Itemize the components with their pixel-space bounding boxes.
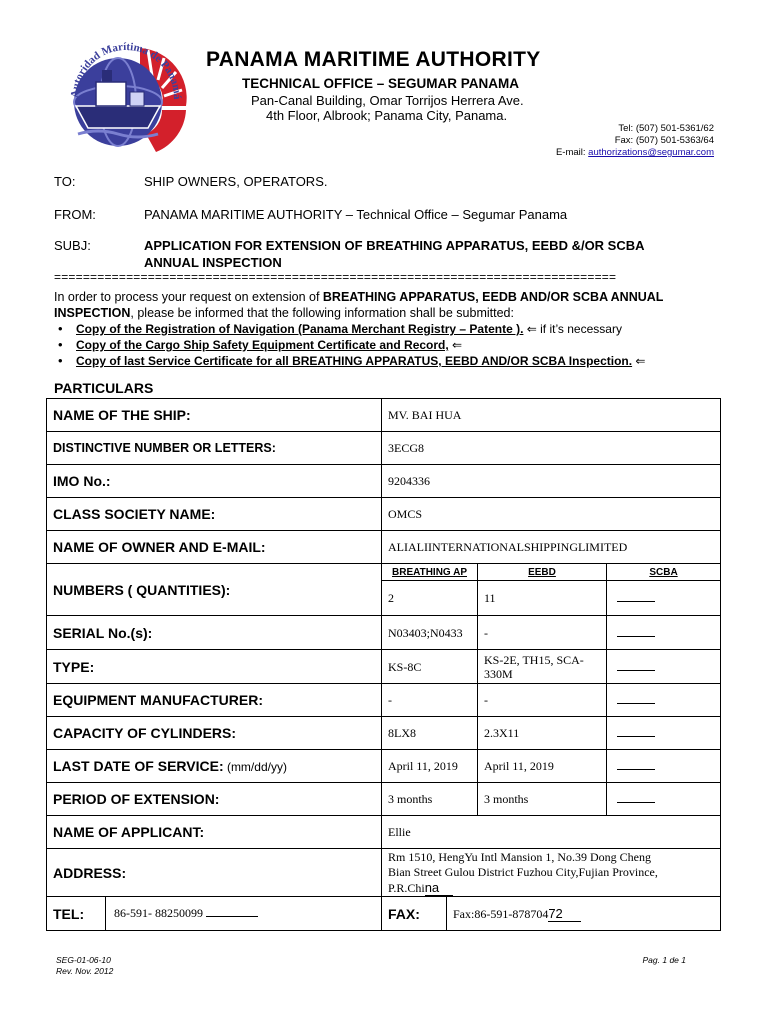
row-owner: [47, 531, 721, 564]
period-eebd-field[interactable]: 3 months: [478, 783, 607, 816]
type-label: TYPE:: [47, 650, 382, 684]
row-numbers-header: [47, 564, 721, 581]
capacity-eebd-field[interactable]: 2.3X11: [478, 717, 607, 750]
ship-name-field[interactable]: MV. BAI HUA: [382, 399, 721, 432]
particulars-table: [46, 398, 721, 931]
manufacturer-scba-field[interactable]: [607, 684, 721, 717]
type-scba-field[interactable]: [607, 650, 721, 684]
serial-breathing-field[interactable]: N03403;N0433: [382, 616, 478, 650]
row-address: [47, 849, 721, 897]
authority-logo: [48, 36, 192, 156]
blank-line: [617, 626, 655, 637]
from-label: FROM:: [54, 207, 96, 222]
row-last-service: [47, 750, 721, 783]
requirement-item: [54, 337, 645, 353]
to-value: SHIP OWNERS, OPERATORS.: [144, 174, 328, 189]
address-handwritten: na: [425, 880, 453, 896]
col-header-scba: SCBA: [607, 564, 721, 581]
serial-label: SERIAL No.(s):: [47, 616, 382, 650]
blank-line: [617, 726, 655, 737]
owner-field[interactable]: ALIALIINTERNATIONALSHIPPINGLIMITED: [382, 531, 721, 564]
period-breathing-field[interactable]: 3 months: [382, 783, 478, 816]
serial-eebd-field[interactable]: -: [478, 616, 607, 650]
last-service-label: [47, 750, 382, 783]
row-distinctive: [47, 432, 721, 465]
distinctive-label: DISTINCTIVE NUMBER OR LETTERS:: [47, 432, 382, 465]
imo-label: IMO No.:: [47, 465, 382, 498]
row-period: [47, 783, 721, 816]
from-value: PANAMA MARITIME AUTHORITY – Technical Office – Segumar Panama: [144, 207, 568, 222]
office-name: TECHNICAL OFFICE – SEGUMAR PANAMA: [242, 76, 520, 91]
org-title: PANAMA MARITIME AUTHORITY: [206, 48, 541, 71]
fax-field[interactable]: [447, 906, 581, 922]
subj-label: SUBJ:: [54, 238, 91, 253]
class-society-field[interactable]: OMCS: [382, 498, 721, 531]
email-link[interactable]: authorizations@segumar.com: [588, 147, 714, 158]
col-header-eebd: EEBD: [478, 564, 607, 581]
intro-text-1: In order to process your request on extension of: [54, 290, 323, 304]
page-number: Pag. 1 de 1: [642, 955, 686, 965]
manufacturer-breathing-field[interactable]: -: [382, 684, 478, 717]
row-applicant: [47, 816, 721, 849]
requirement-suffix: ⇐ if it’s necessary: [523, 322, 622, 336]
address-typed: Rm 1510, HengYu Intl Mansion 1, No.39 Dong Cheng Bian Street Gulou District Fuzhou City,Fujian Province, P.R.Chi: [388, 849, 658, 895]
row-type: [47, 650, 721, 684]
last-service-label-text: LAST DATE OF SERVICE:: [53, 758, 224, 774]
blank-line: [617, 591, 655, 602]
requirement-text: Copy of the Registration of Navigation (Panama Merchant Registry – Patente ).: [76, 322, 524, 336]
particulars-heading: PARTICULARS: [54, 380, 154, 396]
blank-line: [617, 660, 655, 671]
col-header-breathing: BREATHING AP: [382, 564, 478, 581]
contact-email: [556, 147, 714, 158]
type-eebd-field[interactable]: KS-2E, TH15, SCA-330M: [478, 650, 607, 684]
capacity-breathing-field[interactable]: 8LX8: [382, 717, 478, 750]
distinctive-field[interactable]: 3ECG8: [382, 432, 721, 465]
requirement-item: [54, 321, 645, 337]
address-field[interactable]: [382, 849, 721, 897]
serial-scba-field[interactable]: [607, 616, 721, 650]
revision: Rev. Nov. 2012: [56, 966, 114, 976]
subj-line-1: APPLICATION FOR EXTENSION OF BREATHING APPARATUS, EEBD &/OR SCBA: [144, 238, 645, 253]
numbers-label: NUMBERS ( QUANTITIES):: [47, 564, 382, 616]
subj-value: [144, 237, 645, 271]
applicant-field[interactable]: Ellie: [382, 816, 721, 849]
svg-text:Autoridad Marítima de Panamá: Autoridad Marítima de Panamá: [68, 40, 184, 100]
requirement-item: [54, 353, 645, 369]
period-label: PERIOD OF EXTENSION:: [47, 783, 382, 816]
email-label: E-mail:: [555, 147, 589, 158]
row-serial: [47, 616, 721, 650]
last-service-scba-field[interactable]: [607, 750, 721, 783]
capacity-scba-field[interactable]: [607, 717, 721, 750]
type-breathing-field[interactable]: KS-8C: [382, 650, 478, 684]
class-society-label: CLASS SOCIETY NAME:: [47, 498, 382, 531]
requirement-text: Copy of last Service Certificate for all BREATHING APPARATUS, EEBD AND/OR SCBA Inspection.: [76, 354, 633, 368]
tel-value: 86-591- 88250099: [114, 906, 203, 920]
tel-cell: [47, 897, 382, 931]
manufacturer-eebd-field[interactable]: -: [478, 684, 607, 717]
blank-line: [206, 906, 258, 917]
date-format-hint: (mm/dd/yy): [223, 760, 287, 774]
row-imo: [47, 465, 721, 498]
last-service-eebd-field[interactable]: April 11, 2019: [478, 750, 607, 783]
numbers-breathing-field[interactable]: 2: [382, 581, 478, 616]
row-capacity: [47, 717, 721, 750]
applicant-label: NAME OF APPLICANT:: [47, 816, 382, 849]
tel-label: TEL:: [47, 897, 106, 930]
requirement-suffix: ⇐: [448, 338, 463, 352]
manufacturer-label: EQUIPMENT MANUFACTURER:: [47, 684, 382, 717]
intro-text-2: , please be informed that the following information shall be submitted:: [130, 306, 514, 320]
requirement-text: Copy of the Cargo Ship Safety Equipment Certificate and Record,: [76, 338, 449, 352]
numbers-eebd-field[interactable]: 11: [478, 581, 607, 616]
owner-label: NAME OF OWNER AND E-MAIL:: [47, 531, 382, 564]
separator-line: ==============================================================================: [54, 270, 617, 284]
row-manufacturer: [47, 684, 721, 717]
tel-field[interactable]: [106, 906, 258, 921]
requirement-suffix: ⇐: [632, 354, 646, 368]
subj-line-2: ANNUAL INSPECTION: [144, 255, 282, 270]
contact-fax: Fax: (507) 501-5363/64: [614, 135, 714, 146]
row-ship-name: [47, 399, 721, 432]
requirements-list: [54, 321, 645, 369]
ship-name-label: NAME OF THE SHIP:: [47, 399, 382, 432]
form-code: SEG-01-06-10: [56, 955, 111, 965]
blank-line: [617, 759, 655, 770]
address-label: ADDRESS:: [47, 849, 382, 897]
to-label: TO:: [54, 174, 76, 189]
period-scba-field[interactable]: [607, 783, 721, 816]
imo-field[interactable]: 9204336: [382, 465, 721, 498]
capacity-label: CAPACITY OF CYLINDERS:: [47, 717, 382, 750]
blank-line: [617, 693, 655, 704]
intro-bold: BREATHING APPARATUS, EEDB AND/OR SCBA ANNUAL INSPECTION: [54, 290, 664, 320]
address-line-1: Pan-Canal Building, Omar Torrijos Herrera Ave.: [251, 93, 524, 108]
fax-cell: [382, 897, 721, 931]
row-tel-fax: [47, 897, 721, 931]
fax-typed: Fax:86-591-878704: [453, 906, 549, 921]
fax-label: FAX:: [382, 897, 447, 930]
blank-line: [617, 792, 655, 803]
address-line-2: 4th Floor, Albrook; Panama City, Panama.: [266, 108, 508, 123]
row-class-society: [47, 498, 721, 531]
seal-logo-icon: [48, 36, 192, 156]
contact-tel: Tel: (507) 501-5361/62: [618, 123, 714, 134]
last-service-breathing-field[interactable]: April 11, 2019: [382, 750, 478, 783]
footer-form-info: [56, 955, 113, 977]
numbers-scba-field[interactable]: [607, 581, 721, 616]
intro-paragraph: [54, 289, 718, 321]
fax-handwritten: 72: [548, 906, 580, 922]
